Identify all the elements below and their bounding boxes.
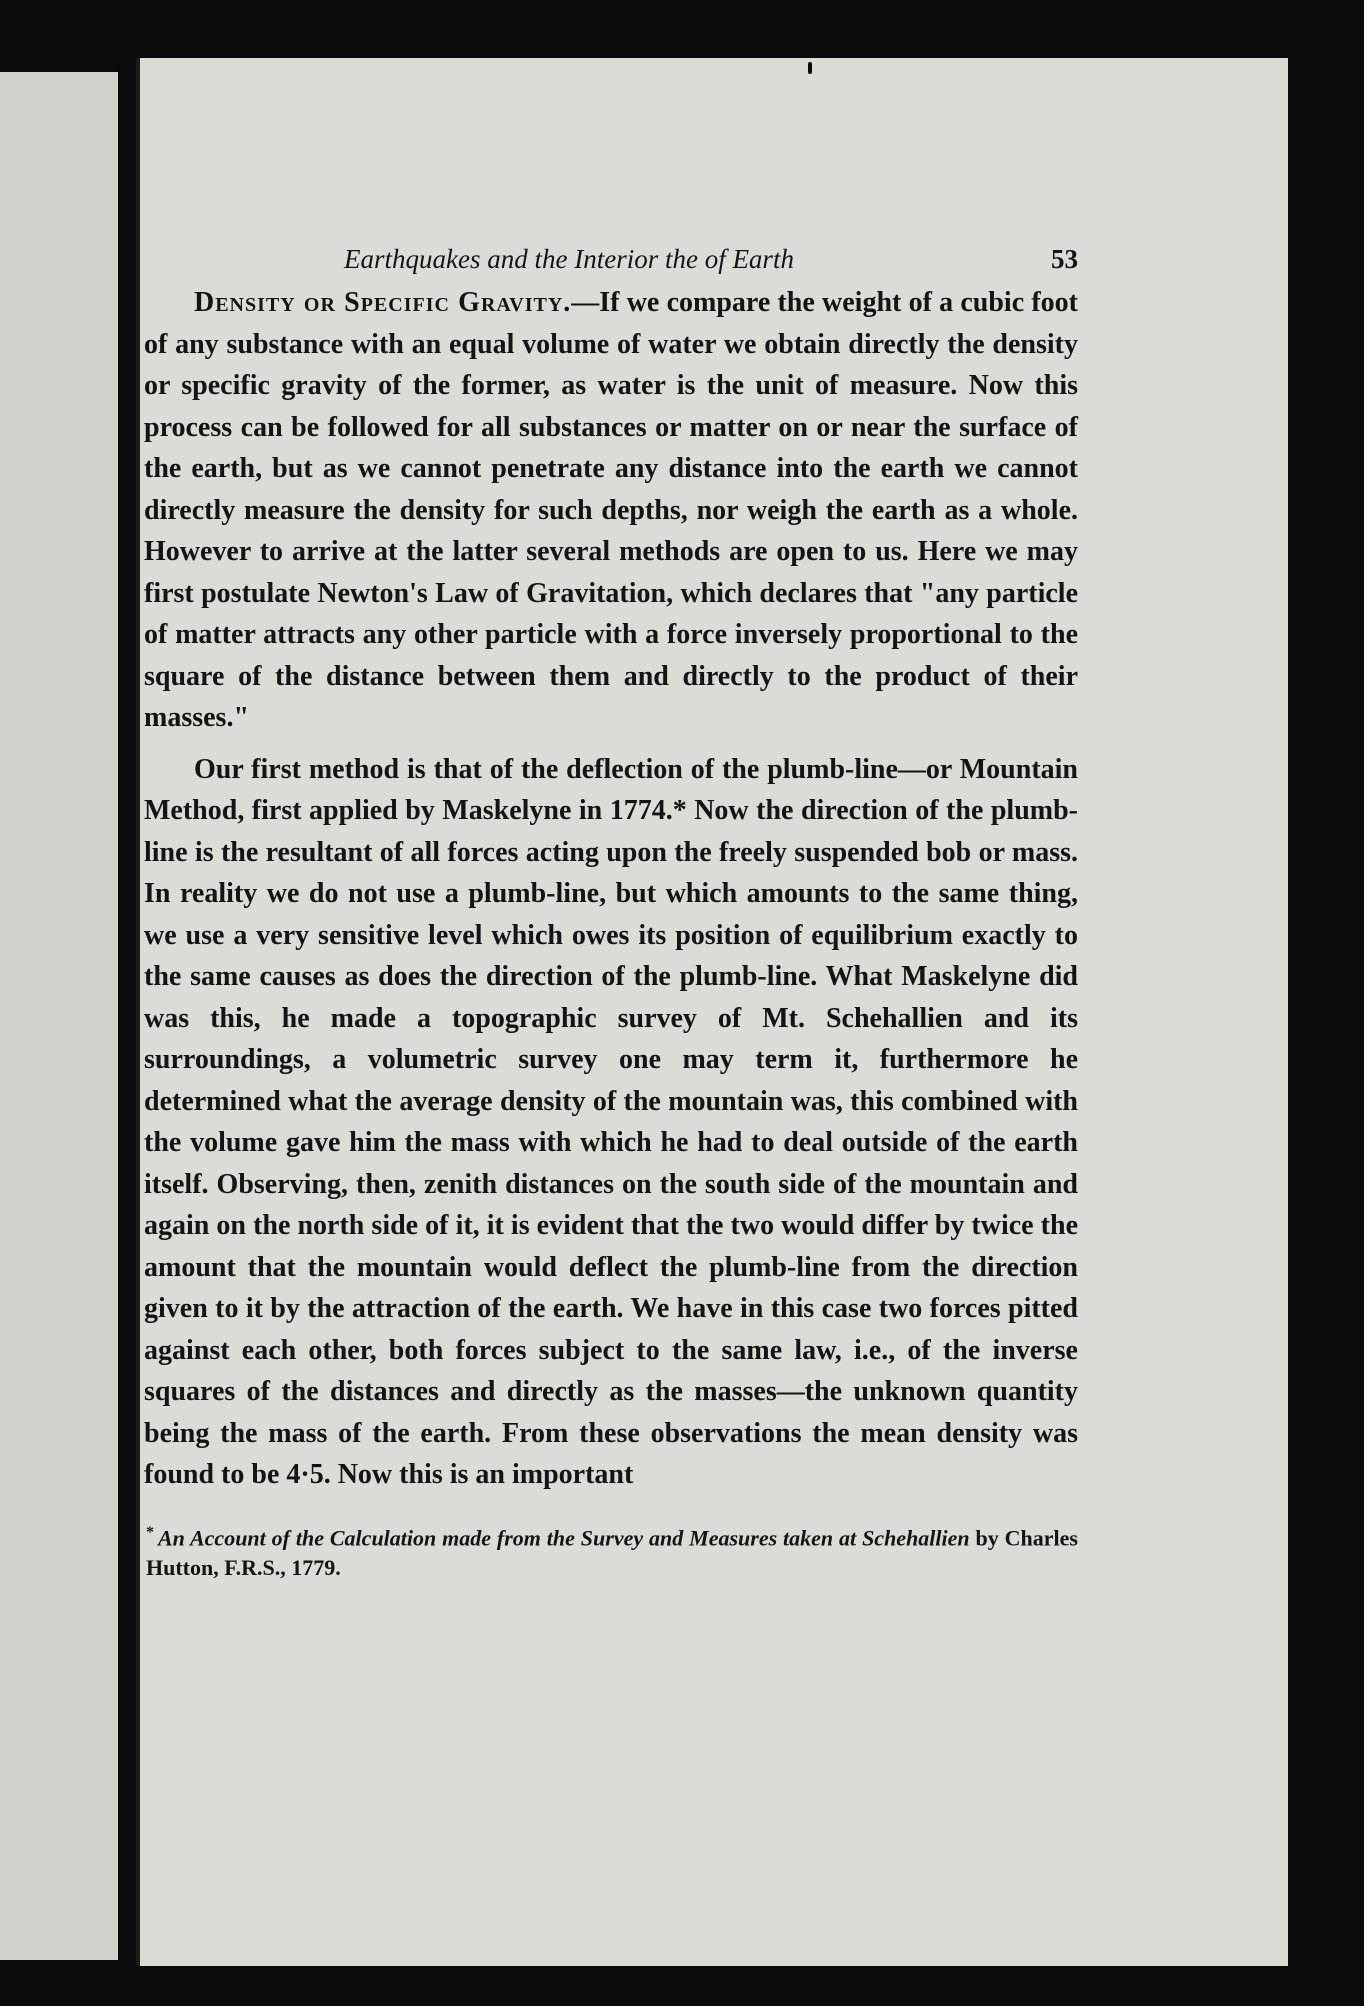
paragraph-density-text: —If we compare the weight of a cubic foot of any substance with an equal volume of water we obtain directly the density or specific gravity of the former, as water is the unit of measure. Now this process can be followed for all substances or matter on or near the surface of the earth, but as we cannot penetrate any distance into the earth we cannot directly measure the density for such depths, nor weigh the earth as a whole. However to arrive at the latter several methods are open to us. Here we may first postulate Newton's Law of Gravitation, which declares that "any particle of matter attracts any other particle with a force inversely proportional to the square of the distance between them and directly to the product of their masses." bbox=[144, 287, 1078, 733]
paragraph-mountain-method: Our first method is that of the deflection of the plumb-line—or Mountain Method, first applied by Maskelyne in 1774.* Now the direction of the plumb-line is the resultant of all forces acting upon the freely suspended bob or mass. In reality we do not use a plumb-line, but which amounts to the same thing, we use a very sensitive level which owes its position of equilibrium exactly to the same causes as does the direction of the plumb-line. What Maskelyne did was this, he made a topographic survey of Mt. Schehallien and its surroundings, a volumetric survey one may term it, furthermore he determined what the average density of the mountain was, this combined with the volume gave him the mass with which he had to deal outside of the earth itself. Observing, then, zenith distances on the south side of the mountain and again on the north side of it, it is evident that the two would differ by twice the amount that the mountain would deflect the plumb-line from the direction given to it by the attraction of the earth. We have in this case two forces pitted against each other, both forces subject to the same law, i.e., of the inverse squares of the distances and directly as the masses—the unknown quantity being the mass of the earth. From these observations the mean density was found to be 4·5. Now this is an important bbox=[144, 753, 1078, 1490]
body-text bbox=[144, 282, 1078, 1496]
footnote-marker: * bbox=[146, 1523, 154, 1541]
scan-speck bbox=[1350, 1740, 1358, 1770]
facing-page-edge bbox=[0, 72, 118, 1960]
footnote-citation: by Charles Hutton, F.R.S., 1779. bbox=[146, 1524, 1078, 1580]
footnote bbox=[144, 1518, 1078, 1583]
running-title: Earthquakes and the Interior the of Earth bbox=[344, 244, 794, 274]
scan-speck bbox=[808, 62, 812, 74]
footnote-title: An Account of the Calculation made from the Survey and Measures taken at Schehallien bbox=[158, 1524, 970, 1550]
scan-speck bbox=[566, 1968, 572, 1982]
book-gutter bbox=[118, 60, 136, 1960]
page-content bbox=[144, 236, 1078, 1583]
scan-speck bbox=[1305, 1278, 1310, 1294]
page-number: 53 bbox=[1051, 244, 1078, 274]
running-head bbox=[144, 236, 1078, 282]
paragraph-density bbox=[144, 282, 1078, 739]
section-heading: Density or Specific Gravity. bbox=[194, 287, 572, 318]
